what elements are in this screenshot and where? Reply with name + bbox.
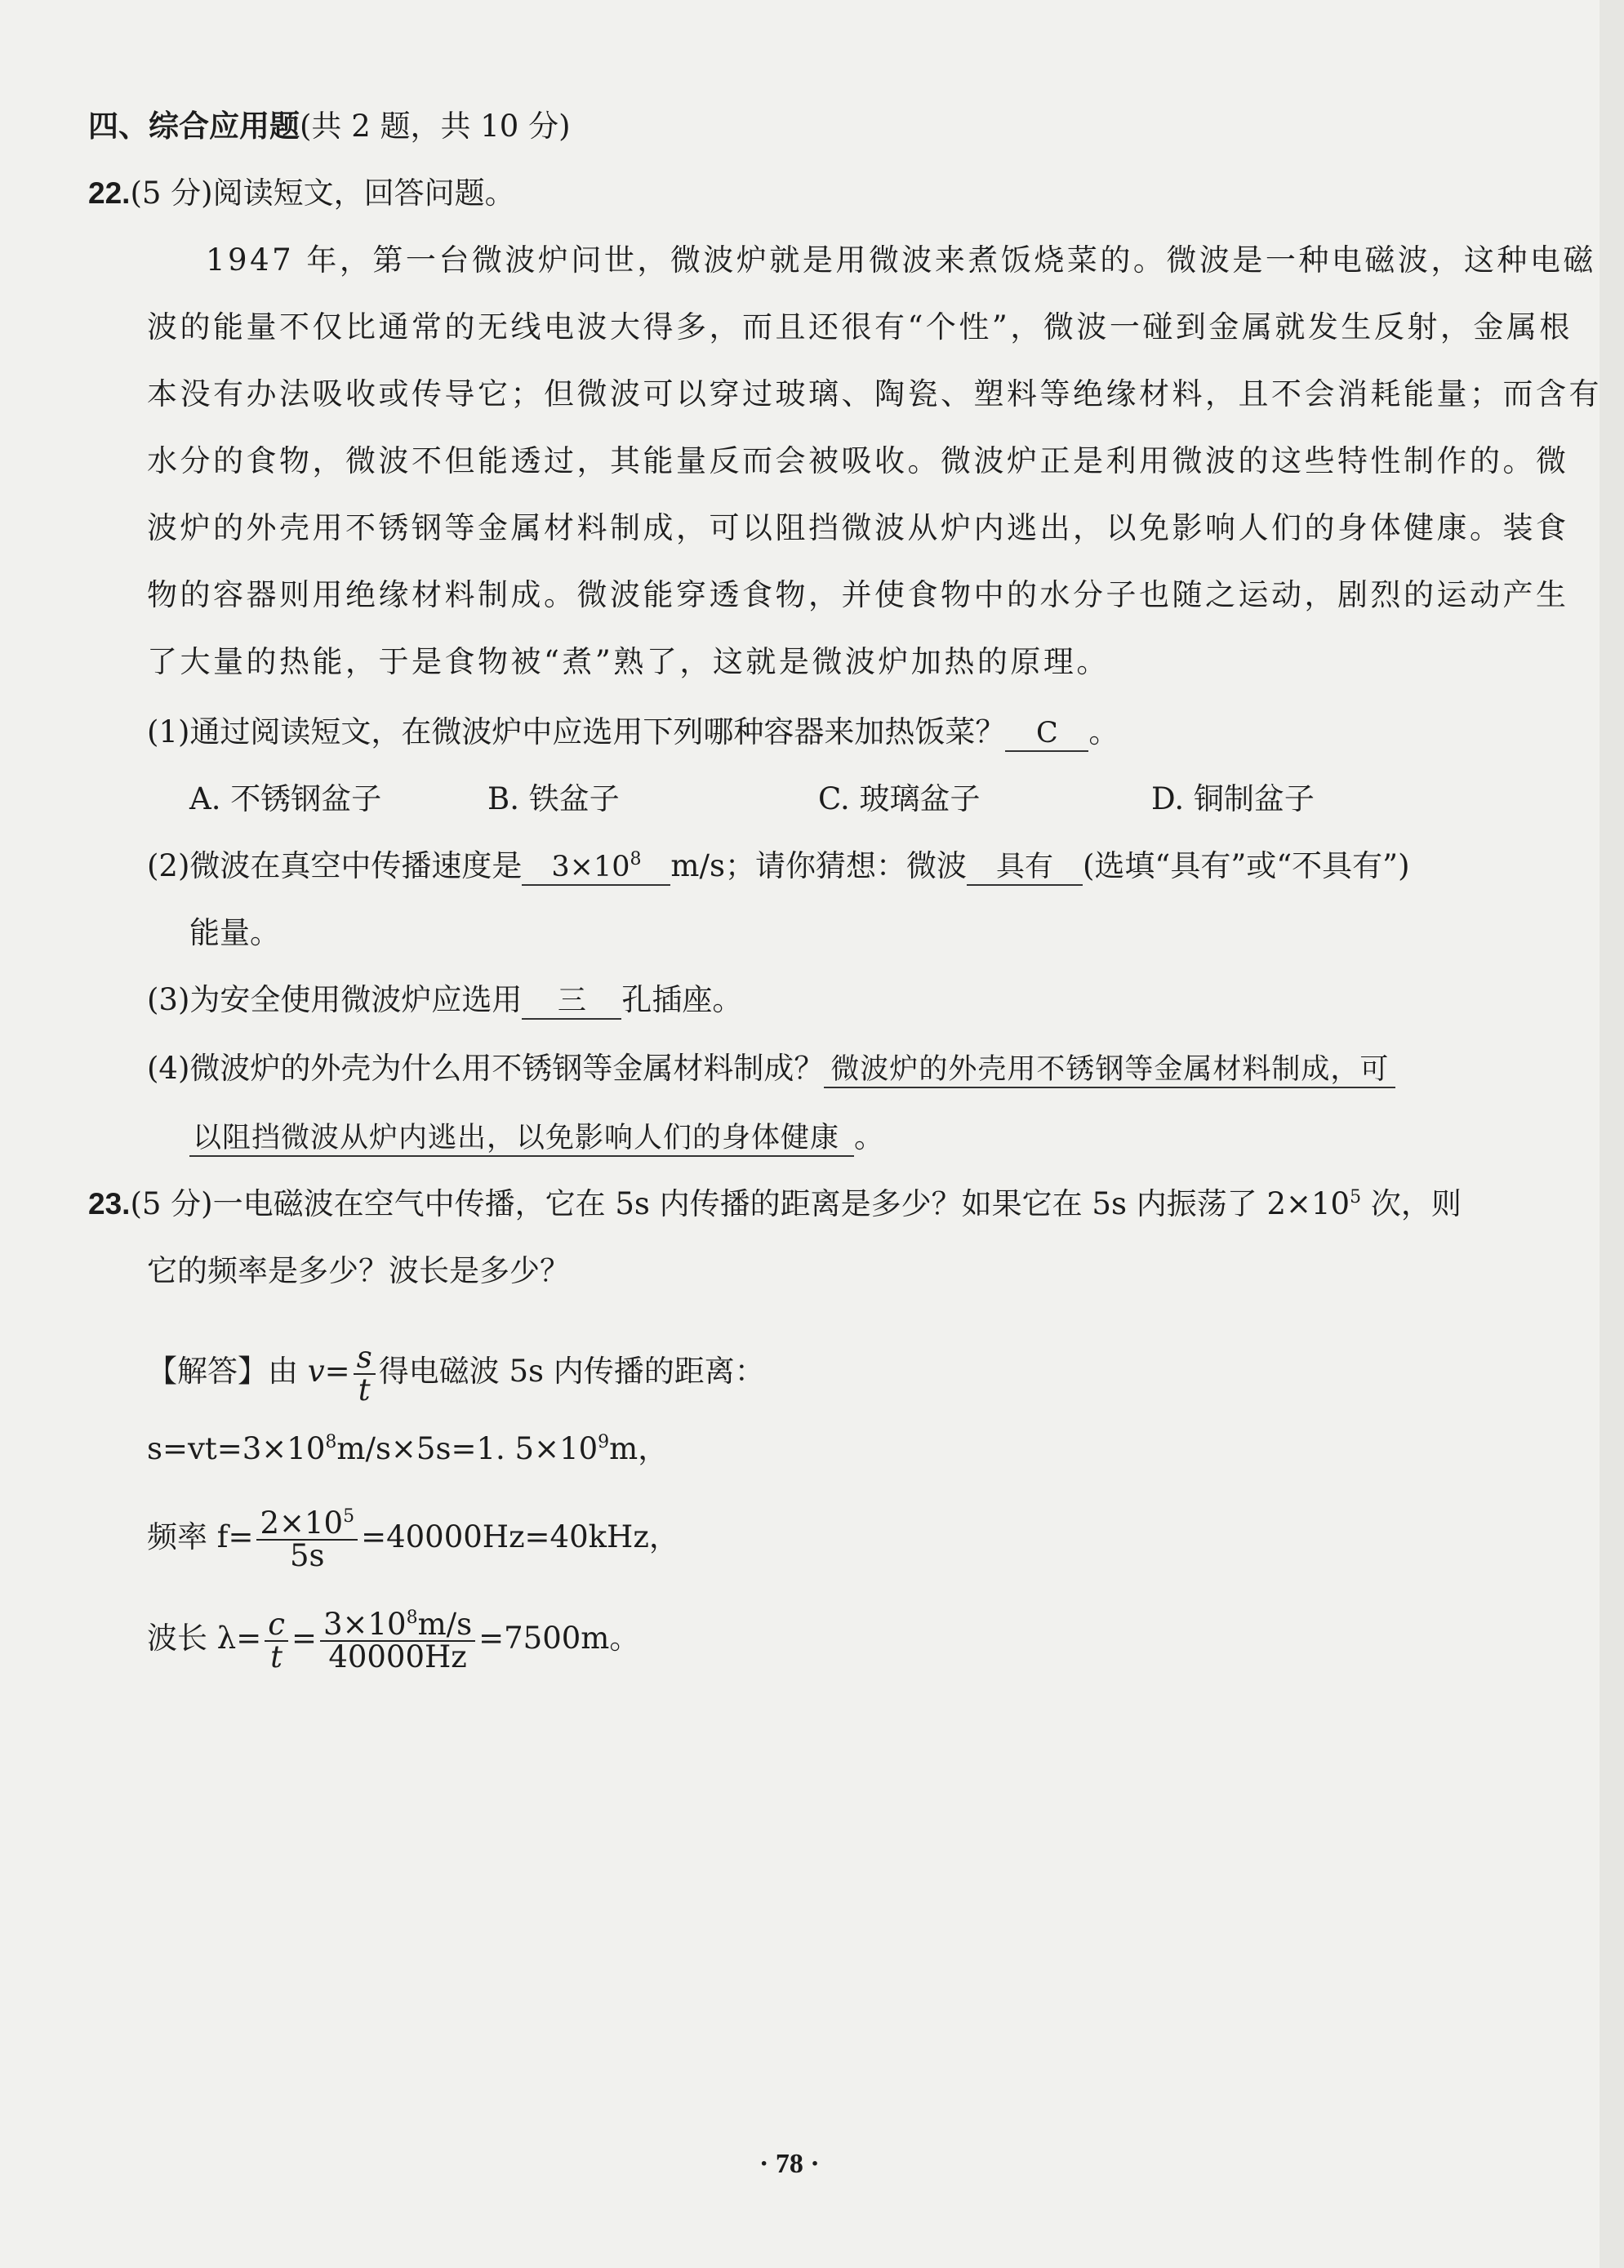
q23-text-b: 次，则 bbox=[1361, 1186, 1462, 1221]
sub4-end: 。 bbox=[854, 1119, 885, 1154]
sub3-answer: 三 bbox=[522, 984, 621, 1020]
sub4-answer-line2: 以阻挡微波从炉内逃出，以免影响人们的身体健康 bbox=[189, 1121, 854, 1157]
q22-sub4 bbox=[147, 1047, 1395, 1091]
solution-line1 bbox=[147, 1339, 765, 1406]
sol-l1-v: v bbox=[307, 1354, 325, 1389]
passage-line: 本没有办法吸收或传导它；但微波可以穿过玻璃、陶瓷、塑料等绝缘材料，且不会消耗能量；而含有 bbox=[147, 376, 1602, 411]
sol-l1-a: 由 bbox=[268, 1354, 308, 1389]
sub3-text-b: 孔插座。 bbox=[621, 982, 743, 1017]
solution-line2 bbox=[147, 1427, 668, 1471]
passage-line: 波炉的外壳用不锈钢等金属材料制成，可以阻挡微波从炉内逃出，以免影响人们的身体健康。装食 bbox=[147, 510, 1569, 545]
frac-num-base: 3×10 bbox=[323, 1606, 407, 1642]
sub1-end: 。 bbox=[1088, 714, 1119, 749]
page-edge bbox=[1600, 0, 1624, 2268]
option-d: D. 铜制盆子 bbox=[1151, 781, 1315, 816]
q22-number: 22. bbox=[88, 176, 131, 210]
frac-num: c bbox=[265, 1609, 288, 1642]
sub2-text-c: (选填“具有”或“不具有”) bbox=[1082, 848, 1410, 883]
passage-line: 物的容器则用绝缘材料制成。微波能穿透食物，并使食物中的水分子也随之运动，剧烈的运动产生 bbox=[147, 577, 1569, 612]
sol-l4-eq: = bbox=[291, 1621, 317, 1656]
sub4-answer-line1: 微波炉的外壳用不锈钢等金属材料制成，可 bbox=[824, 1052, 1395, 1088]
frac-num bbox=[256, 1505, 358, 1541]
sol-l3-b: =40000Hz=40kHz， bbox=[361, 1519, 679, 1554]
frac-num: s bbox=[354, 1342, 376, 1375]
frac-num bbox=[320, 1606, 475, 1642]
solution-line4 bbox=[147, 1602, 639, 1675]
q22-sub3 bbox=[147, 978, 742, 1022]
fraction-wavelength bbox=[320, 1606, 475, 1674]
fraction-s-over-t bbox=[354, 1339, 376, 1407]
fraction-frequency bbox=[256, 1505, 358, 1573]
sub2-text-a: (2)微波在真空中传播速度是 bbox=[147, 848, 523, 883]
sub3-text-a: (3)为安全使用微波炉应选用 bbox=[147, 982, 523, 1017]
q22-sub4-cont bbox=[189, 1115, 884, 1159]
q23-number: 23. bbox=[88, 1187, 131, 1221]
sub1-text: (1)通过阅读短文，在微波炉中应选用下列哪种容器来加热饭菜？ bbox=[147, 714, 1006, 749]
sol-l1-eq: = bbox=[324, 1354, 350, 1389]
q23-text-a: (5 分)一电磁波在空气中传播，它在 5s 内传播的距离是多少？如果它在 5s 内振荡了 2×10 bbox=[130, 1186, 1350, 1221]
sub2-text-b: m/s；请你猜想：微波 bbox=[670, 848, 967, 883]
page-number: · 78 · bbox=[759, 2149, 820, 2179]
frac-num-exp: 5 bbox=[343, 1505, 355, 1527]
frac-num-exp: 8 bbox=[406, 1607, 418, 1628]
q23-line1 bbox=[88, 1182, 1462, 1226]
frac-den: 40000Hz bbox=[328, 1639, 467, 1674]
solution-label: 【解答】 bbox=[147, 1354, 268, 1389]
frac-num-base: 2×10 bbox=[260, 1505, 344, 1541]
sub4-text: (4)微波炉的外壳为什么用不锈钢等金属材料制成？ bbox=[147, 1051, 825, 1086]
sub1-answer: C bbox=[1005, 716, 1088, 752]
section-note: (共 2 题，共 10 分) bbox=[300, 109, 571, 144]
sub2-answer-b: 具有 bbox=[967, 850, 1083, 886]
passage-line: 水分的食物，微波不但能透过，其能量反而会被吸收。微波炉正是利用微波的这些特性制作的。微 bbox=[147, 443, 1569, 478]
sol-l4-b: =7500m。 bbox=[478, 1621, 640, 1656]
passage-line: 波的能量不仅比通常的无线电波大得多，而且还很有“个性”，微波一碰到金属就发生反射，金属根 bbox=[147, 309, 1573, 345]
section-heading bbox=[88, 105, 571, 149]
sol-l2-b: m/s×5s=1. 5×10 bbox=[336, 1431, 598, 1466]
answer-a-base: 3×10 bbox=[551, 851, 630, 883]
frac-den: t bbox=[358, 1372, 371, 1407]
sol-l2-c: m， bbox=[609, 1431, 669, 1466]
sol-l2-exp1: 8 bbox=[325, 1432, 337, 1452]
frac-den: t bbox=[270, 1639, 283, 1674]
answer-a-exp: 8 bbox=[630, 849, 642, 869]
q22-prompt-text: (5 分)阅读短文，回答问题。 bbox=[130, 176, 515, 211]
sol-l1-b: 得电磁波 5s 内传播的距离： bbox=[378, 1354, 765, 1389]
option-a: A. 不锈钢盆子 bbox=[189, 781, 382, 816]
q22-sub2 bbox=[147, 844, 1410, 888]
passage-line: 了大量的热能，于是食物被“煮”熟了，这就是微波炉加热的原理。 bbox=[147, 644, 1110, 679]
sub2-answer-a bbox=[522, 850, 670, 886]
frac-den: 5s bbox=[290, 1537, 325, 1573]
passage-line: 1947 年，第一台微波炉问世，微波炉就是用微波来煮饭烧菜的。微波是一种电磁波，这种电磁 bbox=[206, 242, 1596, 278]
q22-prompt bbox=[88, 171, 515, 216]
option-c: C. 玻璃盆子 bbox=[818, 781, 981, 816]
sol-l2-a: s=vt=3×10 bbox=[147, 1431, 326, 1466]
q23-exp: 5 bbox=[1350, 1187, 1362, 1207]
frac-num-unit: m/s bbox=[417, 1606, 473, 1642]
solution-line3 bbox=[147, 1501, 679, 1574]
sol-l2-exp2: 9 bbox=[598, 1432, 610, 1452]
option-b: B. 铁盆子 bbox=[487, 781, 620, 816]
q22-sub1 bbox=[147, 710, 1119, 754]
q23-line2: 它的频率是多少？波长是多少？ bbox=[147, 1253, 570, 1288]
sub2-cont: 能量。 bbox=[189, 915, 280, 950]
sol-l4-a: 波长 λ= bbox=[147, 1621, 262, 1656]
fraction-c-over-t bbox=[265, 1606, 288, 1674]
section-title: 四、综合应用题 bbox=[88, 109, 300, 144]
sol-l3-a: 频率 f= bbox=[147, 1519, 254, 1554]
